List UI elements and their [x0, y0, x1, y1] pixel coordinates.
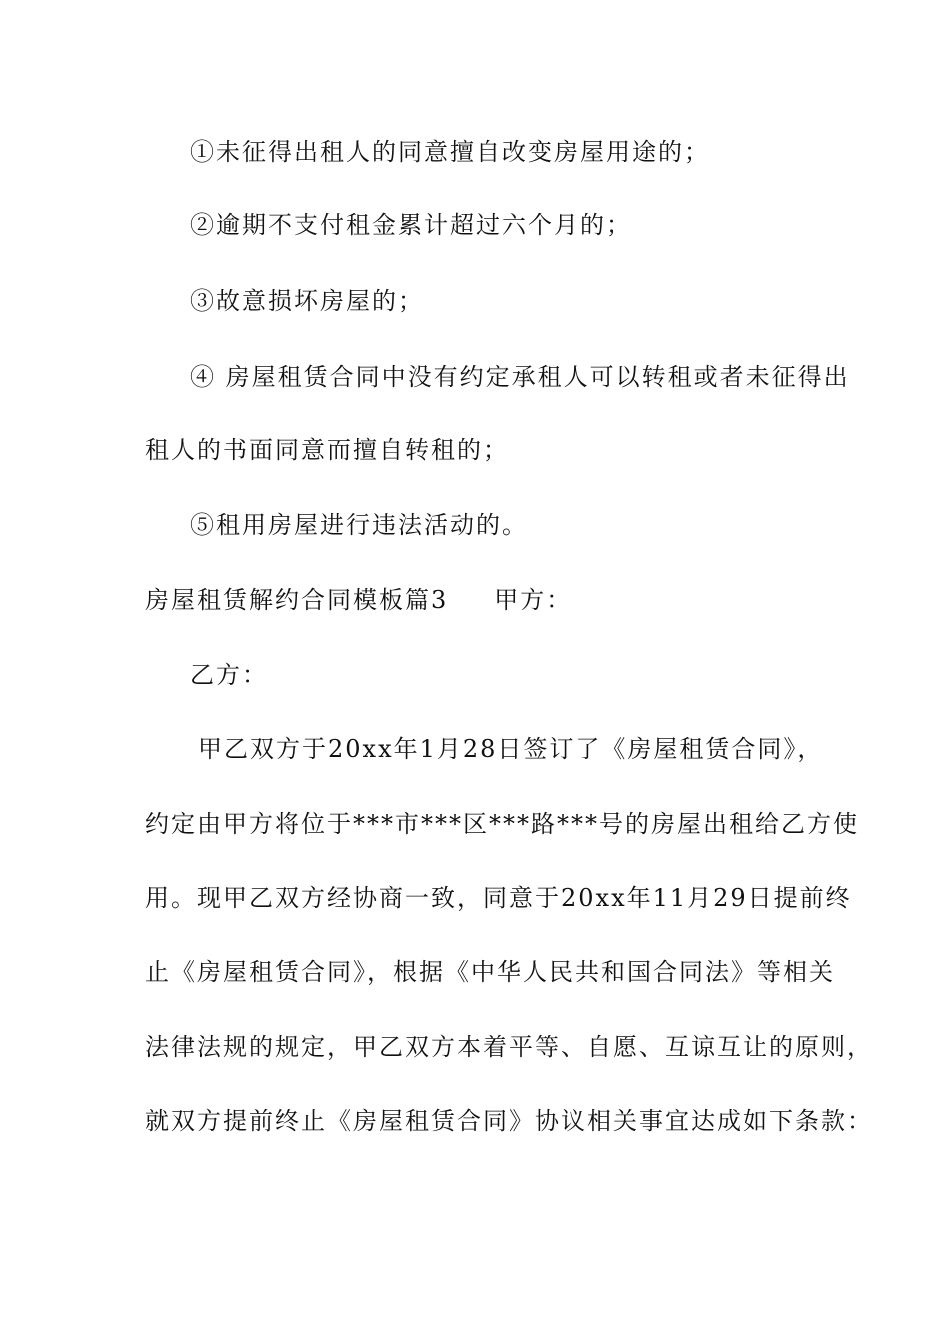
clause-4-continuation: 租人的书面同意而擅自转租的； [145, 436, 509, 464]
body-line-4: 止《房屋租赁合同》，根据《中华人民共和国合同法》等相关 [145, 958, 835, 986]
body-line-3: 用。现甲乙双方经协商一致，同意于20xx年11月29日提前终 [145, 884, 852, 912]
body-line-1: 甲乙双方于20xx年1月28日签订了《房屋租赁合同》， [198, 735, 824, 763]
party-b-label: 乙方： [190, 661, 268, 689]
clause-3: ③故意损坏房屋的； [190, 287, 424, 315]
clause-5: ⑤租用房屋进行违法活动的。 [190, 511, 528, 539]
section-heading [145, 584, 835, 616]
clause-4: ④ 房屋租赁合同中没有约定承租人可以转租或者未征得出 [190, 363, 850, 391]
section-title: 房屋租赁解约合同模板篇3 [145, 586, 449, 614]
clause-2: ②逾期不支付租金累计超过六个月的； [190, 211, 632, 239]
body-line-2: 约定由甲方将位于***市***区***路***号的房屋出租给乙方使 [145, 810, 859, 838]
body-line-5: 法律法规的规定，甲乙双方本着平等、自愿、互谅互让的原则， [145, 1033, 873, 1061]
party-a-label: 甲方： [494, 586, 573, 614]
clause-1: ①未征得出租人的同意擅自改变房屋用途的； [190, 138, 710, 166]
body-line-6: 就双方提前终止《房屋租赁合同》协议相关事宜达成如下条款： [145, 1107, 873, 1135]
